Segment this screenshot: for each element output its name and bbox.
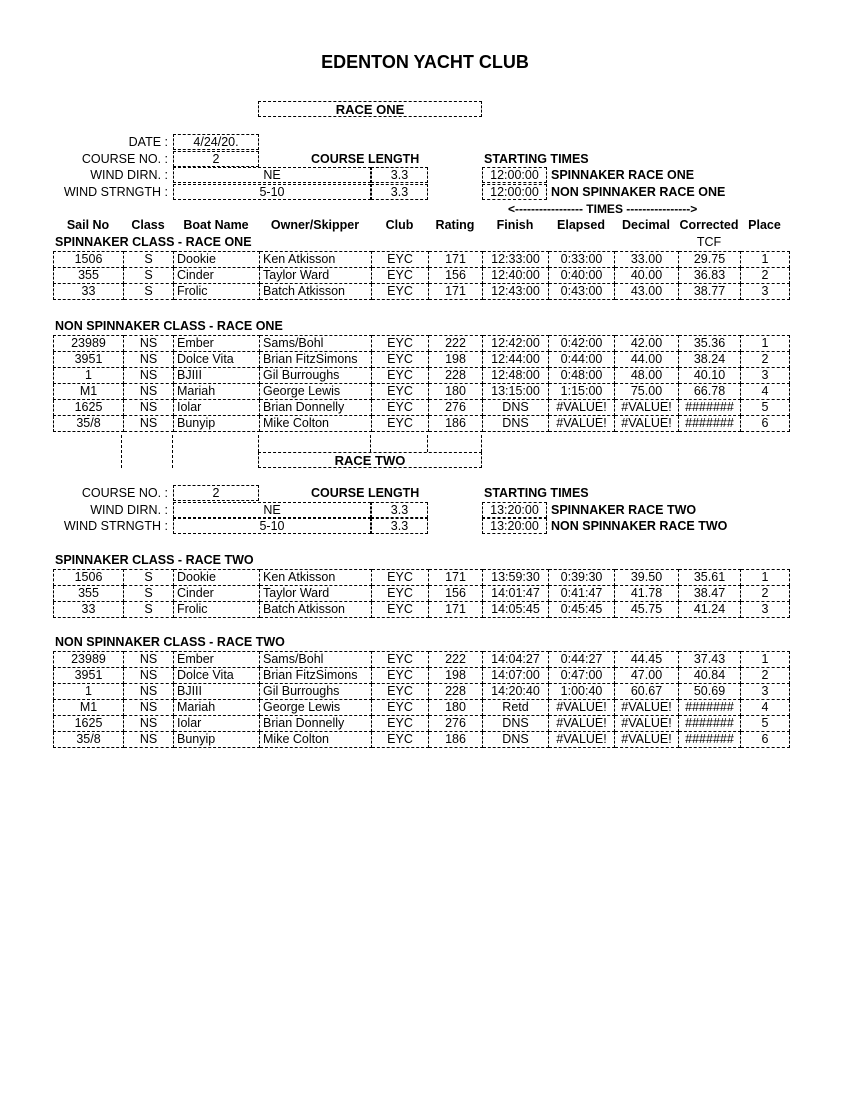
- wind-strength-value: 5-10: [173, 184, 371, 200]
- table-row: [54, 400, 790, 416]
- boat-name-cell: Cinder: [174, 268, 260, 284]
- start-time-spinnaker-2: 13:20:00: [482, 502, 547, 518]
- club-cell: EYC: [372, 384, 429, 400]
- sail-no-cell: 1506: [54, 570, 124, 586]
- class-cell: NS: [124, 684, 174, 700]
- elapsed-cell: #VALUE!: [549, 400, 615, 416]
- course-no-label-2: COURSE NO. :: [81, 486, 168, 500]
- corrected-cell: 37.43: [679, 652, 741, 668]
- grid-line: [427, 435, 428, 452]
- table-row: [54, 570, 790, 586]
- decimal-cell: 45.75: [615, 602, 679, 618]
- finish-cell: 14:04:27: [483, 652, 549, 668]
- owner-cell: Taylor Ward: [260, 268, 372, 284]
- elapsed-cell: 0:41:47: [549, 586, 615, 602]
- wind-dirn-label-2: WIND DIRN. :: [90, 503, 168, 517]
- decimal-cell: 43.00: [615, 284, 679, 300]
- owner-cell: George Lewis: [260, 700, 372, 716]
- owner-cell: Gil Burroughs: [260, 368, 372, 384]
- table-row: [54, 384, 790, 400]
- corrected-cell: 40.84: [679, 668, 741, 684]
- finish-cell: DNS: [483, 716, 549, 732]
- boat-name-cell: Ember: [174, 336, 260, 352]
- table-row: [54, 252, 790, 268]
- place-cell: 3: [741, 368, 790, 384]
- rating-cell: 222: [429, 336, 483, 352]
- class-cell: NS: [124, 368, 174, 384]
- decimal-cell: 44.45: [615, 652, 679, 668]
- owner-cell: Batch Atkisson: [260, 284, 372, 300]
- place-cell: 4: [741, 384, 790, 400]
- class-cell: S: [124, 602, 174, 618]
- owner-cell: Ken Atkisson: [260, 252, 372, 268]
- boat-name-cell: Dolce Vita: [174, 352, 260, 368]
- race-two-heading: RACE TWO: [258, 452, 482, 468]
- owner-cell: Taylor Ward: [260, 586, 372, 602]
- rating-cell: 180: [429, 700, 483, 716]
- start-label-spinnaker-2: SPINNAKER RACE TWO: [551, 503, 697, 517]
- corrected-cell: 38.47: [679, 586, 741, 602]
- finish-cell: 12:43:00: [483, 284, 549, 300]
- club-cell: EYC: [372, 336, 429, 352]
- finish-cell: 12:42:00: [483, 336, 549, 352]
- start-time-non-spinnaker: 12:00:00: [482, 184, 547, 200]
- sail-no-cell: 35/8: [54, 732, 124, 748]
- class-cell: S: [124, 570, 174, 586]
- table-row: [54, 716, 790, 732]
- corrected-cell: 38.24: [679, 352, 741, 368]
- table-row: [54, 268, 790, 284]
- start-time-non-spinnaker-2: 13:20:00: [482, 518, 547, 534]
- place-cell: 3: [741, 684, 790, 700]
- starting-times-label: STARTING TIMES: [484, 152, 589, 166]
- corrected-cell: #######: [679, 716, 741, 732]
- decimal-cell: 42.00: [615, 336, 679, 352]
- table-row: [54, 602, 790, 618]
- boat-name-cell: Bunyip: [174, 732, 260, 748]
- rating-cell: 228: [429, 684, 483, 700]
- place-cell: 2: [741, 586, 790, 602]
- results-table-spinnaker-race-two: [53, 569, 790, 618]
- decimal-cell: 39.50: [615, 570, 679, 586]
- class-cell: S: [124, 284, 174, 300]
- corrected-cell: #######: [679, 700, 741, 716]
- elapsed-cell: 0:42:00: [549, 336, 615, 352]
- start-time-spinnaker: 12:00:00: [482, 167, 547, 183]
- finish-cell: DNS: [483, 732, 549, 748]
- class-cell: NS: [124, 400, 174, 416]
- page-title: EDENTON YACHT CLUB: [321, 52, 529, 72]
- club-cell: EYC: [372, 684, 429, 700]
- table-row: [54, 336, 790, 352]
- grid-line: [121, 435, 122, 468]
- boat-name-cell: Iolar: [174, 400, 260, 416]
- starting-times-label-2: STARTING TIMES: [484, 486, 589, 500]
- col-boat-name: Boat Name: [183, 218, 249, 232]
- place-cell: 5: [741, 400, 790, 416]
- tcf-label: TCF: [696, 235, 722, 249]
- club-cell: EYC: [372, 586, 429, 602]
- corrected-cell: 40.10: [679, 368, 741, 384]
- elapsed-cell: 0:33:00: [549, 252, 615, 268]
- col-sail-no: Sail No: [66, 218, 110, 232]
- corrected-cell: 66.78: [679, 384, 741, 400]
- finish-cell: 14:07:00: [483, 668, 549, 684]
- table-row: [54, 684, 790, 700]
- class-cell: NS: [124, 700, 174, 716]
- elapsed-cell: 0:40:00: [549, 268, 615, 284]
- col-rating: Rating: [435, 218, 475, 232]
- boat-name-cell: Frolic: [174, 602, 260, 618]
- boat-name-cell: Ember: [174, 652, 260, 668]
- finish-cell: 12:48:00: [483, 368, 549, 384]
- elapsed-cell: #VALUE!: [549, 732, 615, 748]
- grid-line: [370, 435, 371, 452]
- elapsed-cell: #VALUE!: [549, 716, 615, 732]
- sail-no-cell: 33: [54, 602, 124, 618]
- elapsed-cell: 0:48:00: [549, 368, 615, 384]
- class-cell: NS: [124, 384, 174, 400]
- class-cell: NS: [124, 716, 174, 732]
- place-cell: 1: [741, 570, 790, 586]
- place-cell: 1: [741, 252, 790, 268]
- section-spinnaker-race-two: SPINNAKER CLASS - RACE TWO: [55, 553, 254, 567]
- boat-name-cell: BJIII: [174, 368, 260, 384]
- table-row: [54, 732, 790, 748]
- wind-dirn-label: WIND DIRN. :: [90, 168, 168, 182]
- boat-name-cell: Mariah: [174, 700, 260, 716]
- finish-cell: 12:33:00: [483, 252, 549, 268]
- rating-cell: 276: [429, 716, 483, 732]
- owner-cell: Mike Colton: [260, 732, 372, 748]
- boat-name-cell: Frolic: [174, 284, 260, 300]
- elapsed-cell: #VALUE!: [549, 416, 615, 432]
- class-cell: NS: [124, 668, 174, 684]
- table-row: [54, 586, 790, 602]
- decimal-cell: #VALUE!: [615, 700, 679, 716]
- place-cell: 2: [741, 268, 790, 284]
- finish-cell: DNS: [483, 416, 549, 432]
- rating-cell: 156: [429, 268, 483, 284]
- elapsed-cell: 0:39:30: [549, 570, 615, 586]
- times-banner: <----------------- TIMES ---------------->: [508, 202, 698, 216]
- boat-name-cell: Dolce Vita: [174, 668, 260, 684]
- grid-line: [172, 435, 173, 468]
- place-cell: 2: [741, 352, 790, 368]
- race-one-heading: RACE ONE: [258, 101, 482, 117]
- decimal-cell: 40.00: [615, 268, 679, 284]
- table-row: [54, 700, 790, 716]
- sail-no-cell: 1625: [54, 716, 124, 732]
- place-cell: 1: [741, 336, 790, 352]
- rating-cell: 171: [429, 252, 483, 268]
- sail-no-cell: 1: [54, 684, 124, 700]
- club-cell: EYC: [372, 716, 429, 732]
- club-cell: EYC: [372, 732, 429, 748]
- owner-cell: Ken Atkisson: [260, 570, 372, 586]
- table-row: [54, 284, 790, 300]
- course-length-label: COURSE LENGTH: [311, 152, 420, 166]
- club-cell: EYC: [372, 352, 429, 368]
- corrected-cell: #######: [679, 416, 741, 432]
- owner-cell: Sams/Bohl: [260, 652, 372, 668]
- finish-cell: Retd: [483, 700, 549, 716]
- date-value: 4/24/20.: [173, 134, 259, 150]
- sail-no-cell: 1625: [54, 400, 124, 416]
- boat-name-cell: Iolar: [174, 716, 260, 732]
- col-finish: Finish: [496, 218, 534, 232]
- elapsed-cell: #VALUE!: [549, 700, 615, 716]
- sail-no-cell: 355: [54, 268, 124, 284]
- wind-strength-value-2: 5-10: [173, 518, 371, 534]
- owner-cell: George Lewis: [260, 384, 372, 400]
- class-cell: NS: [124, 652, 174, 668]
- sail-no-cell: 1506: [54, 252, 124, 268]
- boat-name-cell: BJIII: [174, 684, 260, 700]
- course-length-value-r2: 3.3: [371, 502, 428, 518]
- club-cell: EYC: [372, 652, 429, 668]
- sail-no-cell: M1: [54, 384, 124, 400]
- club-cell: EYC: [372, 368, 429, 384]
- course-length-value: 3.3: [371, 167, 428, 183]
- decimal-cell: 47.00: [615, 668, 679, 684]
- table-row: [54, 416, 790, 432]
- place-cell: 3: [741, 602, 790, 618]
- elapsed-cell: 0:43:00: [549, 284, 615, 300]
- boat-name-cell: Mariah: [174, 384, 260, 400]
- decimal-cell: 75.00: [615, 384, 679, 400]
- decimal-cell: 33.00: [615, 252, 679, 268]
- owner-cell: Mike Colton: [260, 416, 372, 432]
- rating-cell: 180: [429, 384, 483, 400]
- rating-cell: 171: [429, 284, 483, 300]
- place-cell: 2: [741, 668, 790, 684]
- start-label-non-spinnaker: NON SPINNAKER RACE ONE: [551, 185, 726, 199]
- decimal-cell: #VALUE!: [615, 416, 679, 432]
- col-class: Class: [131, 218, 165, 232]
- col-decimal: Decimal: [622, 218, 670, 232]
- corrected-cell: 35.61: [679, 570, 741, 586]
- course-length-label-2: COURSE LENGTH: [311, 486, 420, 500]
- finish-cell: 14:20:40: [483, 684, 549, 700]
- club-cell: EYC: [372, 416, 429, 432]
- elapsed-cell: 0:47:00: [549, 668, 615, 684]
- decimal-cell: 41.78: [615, 586, 679, 602]
- wind-dirn-value: NE: [173, 167, 371, 183]
- owner-cell: Brian Donnelly: [260, 716, 372, 732]
- col-place: Place: [748, 218, 781, 232]
- corrected-cell: 36.83: [679, 268, 741, 284]
- finish-cell: 13:59:30: [483, 570, 549, 586]
- sail-no-cell: 1: [54, 368, 124, 384]
- sail-no-cell: M1: [54, 700, 124, 716]
- start-label-non-spinnaker-2: NON SPINNAKER RACE TWO: [551, 519, 728, 533]
- finish-cell: DNS: [483, 400, 549, 416]
- corrected-cell: #######: [679, 732, 741, 748]
- grid-line: [481, 435, 482, 452]
- table-row: [54, 352, 790, 368]
- club-cell: EYC: [372, 284, 429, 300]
- table-row: [54, 652, 790, 668]
- finish-cell: 13:15:00: [483, 384, 549, 400]
- club-cell: EYC: [372, 700, 429, 716]
- place-cell: 1: [741, 652, 790, 668]
- section-non-spinnaker-race-two: NON SPINNAKER CLASS - RACE TWO: [55, 635, 285, 649]
- place-cell: 6: [741, 416, 790, 432]
- class-cell: NS: [124, 336, 174, 352]
- decimal-cell: #VALUE!: [615, 400, 679, 416]
- place-cell: 3: [741, 284, 790, 300]
- rating-cell: 276: [429, 400, 483, 416]
- owner-cell: Brian FitzSimons: [260, 352, 372, 368]
- date-label: DATE :: [128, 135, 168, 149]
- rating-cell: 186: [429, 416, 483, 432]
- rating-cell: 171: [429, 570, 483, 586]
- corrected-cell: 50.69: [679, 684, 741, 700]
- class-cell: NS: [124, 352, 174, 368]
- rating-cell: 222: [429, 652, 483, 668]
- col-elapsed: Elapsed: [557, 218, 605, 232]
- rating-cell: 156: [429, 586, 483, 602]
- wind-strength-label: WIND STRNGTH :: [63, 185, 168, 199]
- club-cell: EYC: [372, 400, 429, 416]
- results-table-non-spinnaker-race-one: [53, 335, 790, 432]
- club-cell: EYC: [372, 570, 429, 586]
- place-cell: 6: [741, 732, 790, 748]
- finish-cell: 14:01:47: [483, 586, 549, 602]
- elapsed-cell: 1:00:40: [549, 684, 615, 700]
- finish-cell: 12:40:00: [483, 268, 549, 284]
- sail-no-cell: 33: [54, 284, 124, 300]
- sail-no-cell: 3951: [54, 352, 124, 368]
- club-cell: EYC: [372, 602, 429, 618]
- elapsed-cell: 1:15:00: [549, 384, 615, 400]
- course-length-value-r2-2: 3.3: [371, 518, 428, 534]
- club-cell: EYC: [372, 268, 429, 284]
- elapsed-cell: 0:44:00: [549, 352, 615, 368]
- col-owner: Owner/Skipper: [270, 218, 360, 232]
- decimal-cell: 60.67: [615, 684, 679, 700]
- results-table-spinnaker-race-one: [53, 251, 790, 300]
- sail-no-cell: 3951: [54, 668, 124, 684]
- class-cell: NS: [124, 416, 174, 432]
- col-club: Club: [385, 218, 414, 232]
- owner-cell: Sams/Bohl: [260, 336, 372, 352]
- club-cell: EYC: [372, 252, 429, 268]
- results-table-non-spinnaker-race-two: [53, 651, 790, 748]
- rating-cell: 198: [429, 668, 483, 684]
- elapsed-cell: 0:44:27: [549, 652, 615, 668]
- rating-cell: 198: [429, 352, 483, 368]
- boat-name-cell: Dookie: [174, 570, 260, 586]
- class-cell: NS: [124, 732, 174, 748]
- col-corrected: Corrected: [679, 218, 739, 232]
- owner-cell: Brian FitzSimons: [260, 668, 372, 684]
- decimal-cell: #VALUE!: [615, 716, 679, 732]
- sail-no-cell: 23989: [54, 336, 124, 352]
- class-cell: S: [124, 268, 174, 284]
- owner-cell: Brian Donnelly: [260, 400, 372, 416]
- boat-name-cell: Bunyip: [174, 416, 260, 432]
- rating-cell: 186: [429, 732, 483, 748]
- course-no-label: COURSE NO. :: [81, 152, 168, 166]
- rating-cell: 228: [429, 368, 483, 384]
- sail-no-cell: 23989: [54, 652, 124, 668]
- section-non-spinnaker-race-one: NON SPINNAKER CLASS - RACE ONE: [55, 319, 283, 333]
- elapsed-cell: 0:45:45: [549, 602, 615, 618]
- section-spinnaker-race-one: SPINNAKER CLASS - RACE ONE: [55, 235, 252, 249]
- corrected-cell: 38.77: [679, 284, 741, 300]
- start-label-spinnaker: SPINNAKER RACE ONE: [551, 168, 695, 182]
- decimal-cell: 48.00: [615, 368, 679, 384]
- corrected-cell: 29.75: [679, 252, 741, 268]
- rating-cell: 171: [429, 602, 483, 618]
- owner-cell: Batch Atkisson: [260, 602, 372, 618]
- class-cell: S: [124, 252, 174, 268]
- corrected-cell: 35.36: [679, 336, 741, 352]
- finish-cell: 12:44:00: [483, 352, 549, 368]
- boat-name-cell: Cinder: [174, 586, 260, 602]
- wind-dirn-value-2: NE: [173, 502, 371, 518]
- decimal-cell: 44.00: [615, 352, 679, 368]
- class-cell: S: [124, 586, 174, 602]
- course-no-value-2: 2: [173, 485, 259, 501]
- boat-name-cell: Dookie: [174, 252, 260, 268]
- course-length-value-2: 3.3: [371, 184, 428, 200]
- finish-cell: 14:05:45: [483, 602, 549, 618]
- sail-no-cell: 355: [54, 586, 124, 602]
- decimal-cell: #VALUE!: [615, 732, 679, 748]
- table-row: [54, 368, 790, 384]
- grid-line: [258, 435, 259, 452]
- club-cell: EYC: [372, 668, 429, 684]
- wind-strength-label-2: WIND STRNGTH :: [63, 519, 168, 533]
- owner-cell: Gil Burroughs: [260, 684, 372, 700]
- place-cell: 4: [741, 700, 790, 716]
- corrected-cell: 41.24: [679, 602, 741, 618]
- table-row: [54, 668, 790, 684]
- place-cell: 5: [741, 716, 790, 732]
- course-no-value: 2: [173, 151, 259, 167]
- sail-no-cell: 35/8: [54, 416, 124, 432]
- corrected-cell: #######: [679, 400, 741, 416]
